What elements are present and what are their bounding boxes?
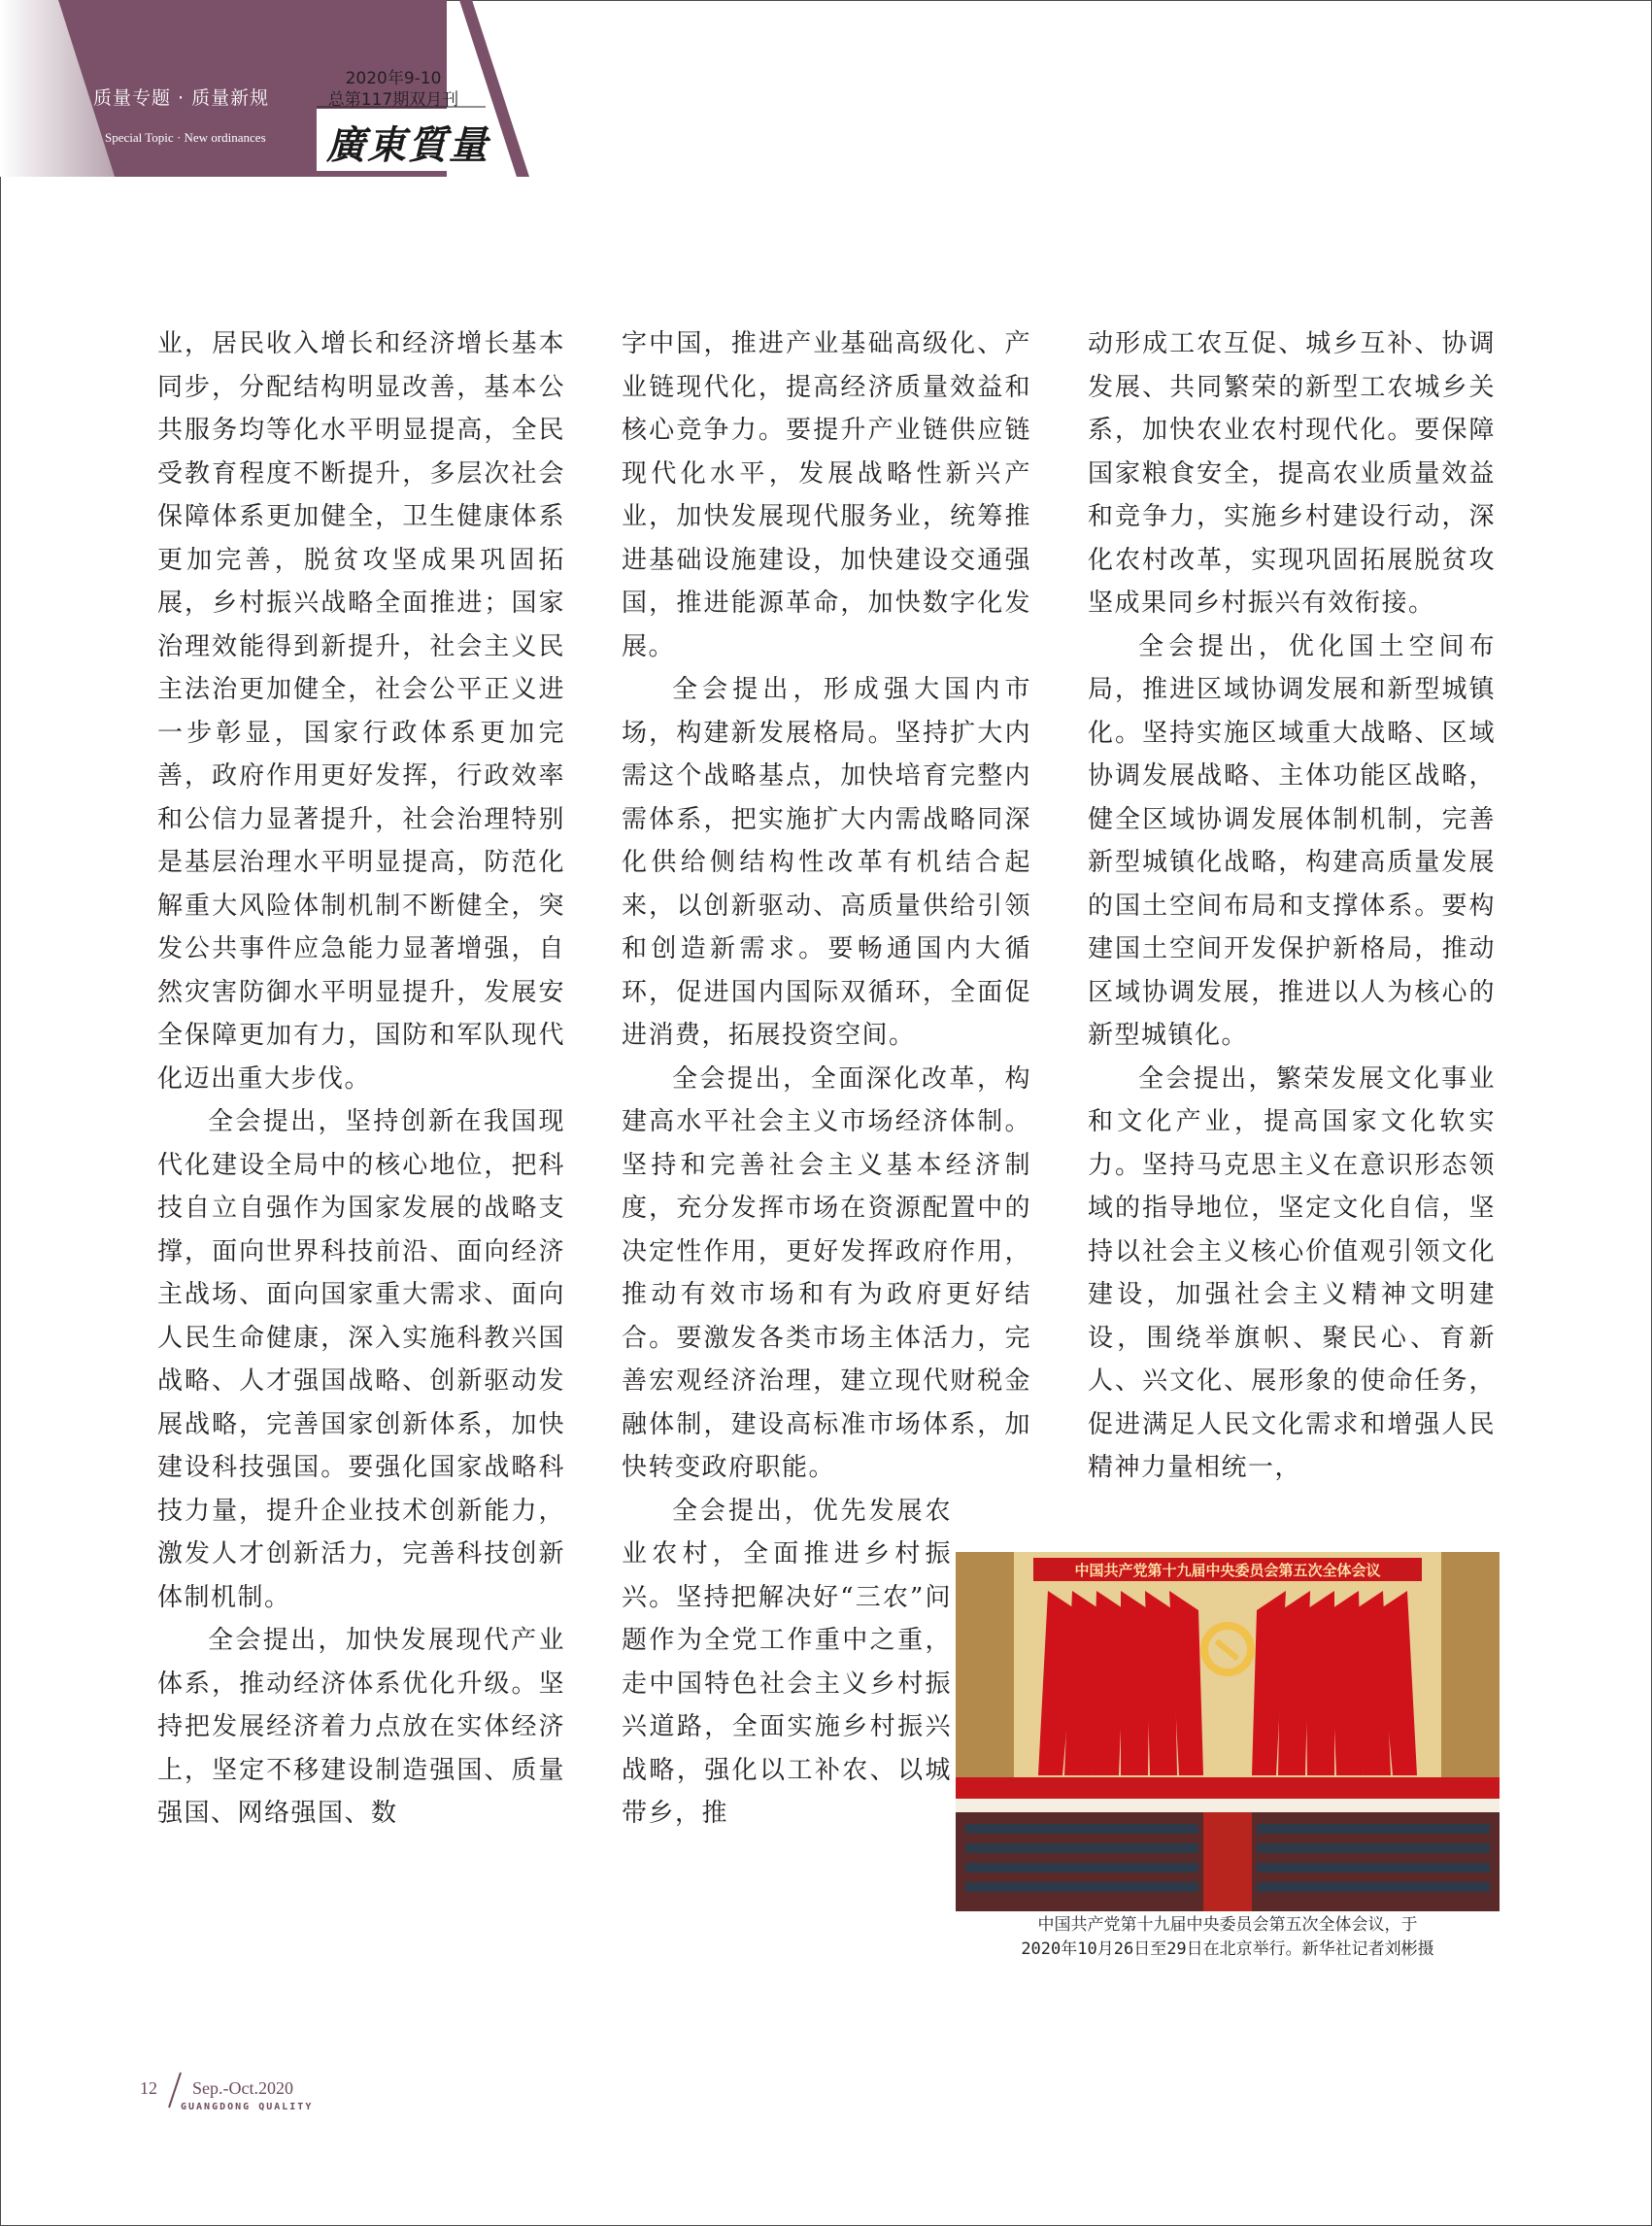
paragraph: 全会提出，坚持创新在我国现代化建设全局中的核心地位，把科技自立自强作为国家发展的战略支撑，面向世界科技前沿、面向经济主战场、面向国家重大需求、面向人民生命健康，深入实施科教兴国战略、人才强国战略、创新驱动发展战略，完善国家创新体系，加快建设科技强国。要强化国家战略科技力量，提升企业技术创新能力，激发人才创新活力，完善科技创新体制机制。 [157, 1107, 565, 1612]
paragraph: 全会提出，繁荣发展文化事业和文化产业，提高国家文化软实力。坚持马克思主义在意识形态领域的指导地位，坚定文化自信，坚持以社会主义核心价值观引领文化建设，加强社会主义精神文明建设，围绕举旗帜、聚民心、育新人、兴文化、展形象的使命任务，促进满足人民文化需求和增强人民精神力量相统一， [1088, 1063, 1496, 1482]
issue-date: 2020年9-10 [345, 69, 442, 88]
photo-caption [936, 1913, 1519, 1962]
photo-banner-text: 中国共产党第十九届中央委员会第五次全体会议 [1074, 1562, 1381, 1579]
paragraph: 动形成工农互促、城乡互补、协调发展、共同繁荣的新型工农城乡关系，加快农业农村现代化。要保障国家粮食安全，提高农业质量效益和竞争力，实施乡村建设行动，深化农村改革，实现巩固拓展脱贫攻坚成果同乡村振兴有效衔接。 [1088, 329, 1496, 618]
text-column-1 [157, 322, 565, 1836]
text-column-3 [1088, 322, 1496, 1490]
paragraph: 全会提出，优化国土空间布局，推进区域协调发展和新型城镇化。坚持实施区域重大战略、区域协调发展战略、主体功能区战略，健全区域协调发展体制机制，完善新型城镇化战略，构建高质量发展的国土空间布局和支撑体系。要构建国土空间开发保护新格局，推动区域协调发展，推进以人为核心的新型城镇化。 [1088, 631, 1496, 1050]
footer-magazine-name: GUANGDONG QUALITY [181, 2102, 314, 2112]
issue-info [320, 68, 466, 111]
plenary-session-photo [956, 1552, 1500, 1911]
paragraph: 全会提出，全面深化改革，构建高水平社会主义市场经济体制。坚持和完善社会主义基本经济制度，充分发挥市场在资源配置中的决定性作用，更好发挥政府作用，推动有效市场和有为政府更好结合。要激发各类市场主体活力，完善宏观经济治理，建立现代财税金融体制，建设高标准市场体系，加快转变政府职能。 [622, 1063, 1031, 1482]
paragraph: 全会提出，优先发展农业农村，全面推进乡村振兴。坚持把解决好“三农”问题作为全党工作重中之重，走中国特色社会主义乡村振兴道路，全面实施乡村振兴战略，强化以工补农、以城带乡，推 [622, 1496, 952, 1828]
page-number: 12 [140, 2078, 157, 2098]
header-topic-english: Special Topic · New ordinances [105, 130, 266, 145]
paragraph: 字中国，推进产业基础高级化、产业链现代化，提高经济质量效益和核心竞争力。要提升产业链供应链现代化水平，发展战略性新兴产业，加快发展现代服务业，统筹推进基础设施建设，加快建设交通强国，推进能源革命，加快数字化发展。 [622, 329, 1031, 661]
issue-number: 总第117期双月刊 [327, 90, 459, 110]
paragraph: 全会提出，形成强大国内市场，构建新发展格局。坚持扩大内需这个战略基点，加快培育完整内需体系，把实施扩大内需战略同深化供给侧结构性改革有机结合起来，以创新驱动、高质量供给引领和创造新需求。要畅通国内大循环，促进国内国际双循环，全面促进消费，拓展投资空间。 [622, 675, 1031, 1050]
paragraph: 业，居民收入增长和经济增长基本同步，分配结构明显改善，基本公共服务均等化水平明显提高，全民受教育程度不断提升，多层次社会保障体系更加健全，卫生健康体系更加完善，脱贫攻坚成果巩固拓展，乡村振兴战略全面推进；国家治理效能得到新提升，社会主义民主法治更加健全，社会公平正义进一步彰显，国家行政体系更加完善，政府作用更好发挥，行政效率和公信力显著提升，社会治理特别是基层治理水平明显提高，防范化解重大风险体制机制不断健全，突发公共事件应急能力显著增强，自然灾害防御水平明显提升，发展安全保障更加有力，国防和军队现代化迈出重大步伐。 [157, 329, 565, 1094]
caption-line-2: 2020年10月26日至29日在北京举行。新华社记者刘彬摄 [1021, 1939, 1434, 1959]
paragraph: 全会提出，加快发展现代产业体系，推动经济体系优化升级。坚持把发展经济着力点放在实体经济上，坚定不移建设制造强国、质量强国、网络强国、数 [157, 1626, 565, 1828]
caption-line-1: 中国共产党第十九届中央委员会第五次全体会议，于 [1037, 1915, 1418, 1935]
footer-date: Sep.-Oct.2020 [192, 2078, 293, 2098]
header-topic: 质量专题 · 质量新规 [93, 87, 270, 109]
magazine-logo: 廣東質量 [326, 122, 489, 168]
